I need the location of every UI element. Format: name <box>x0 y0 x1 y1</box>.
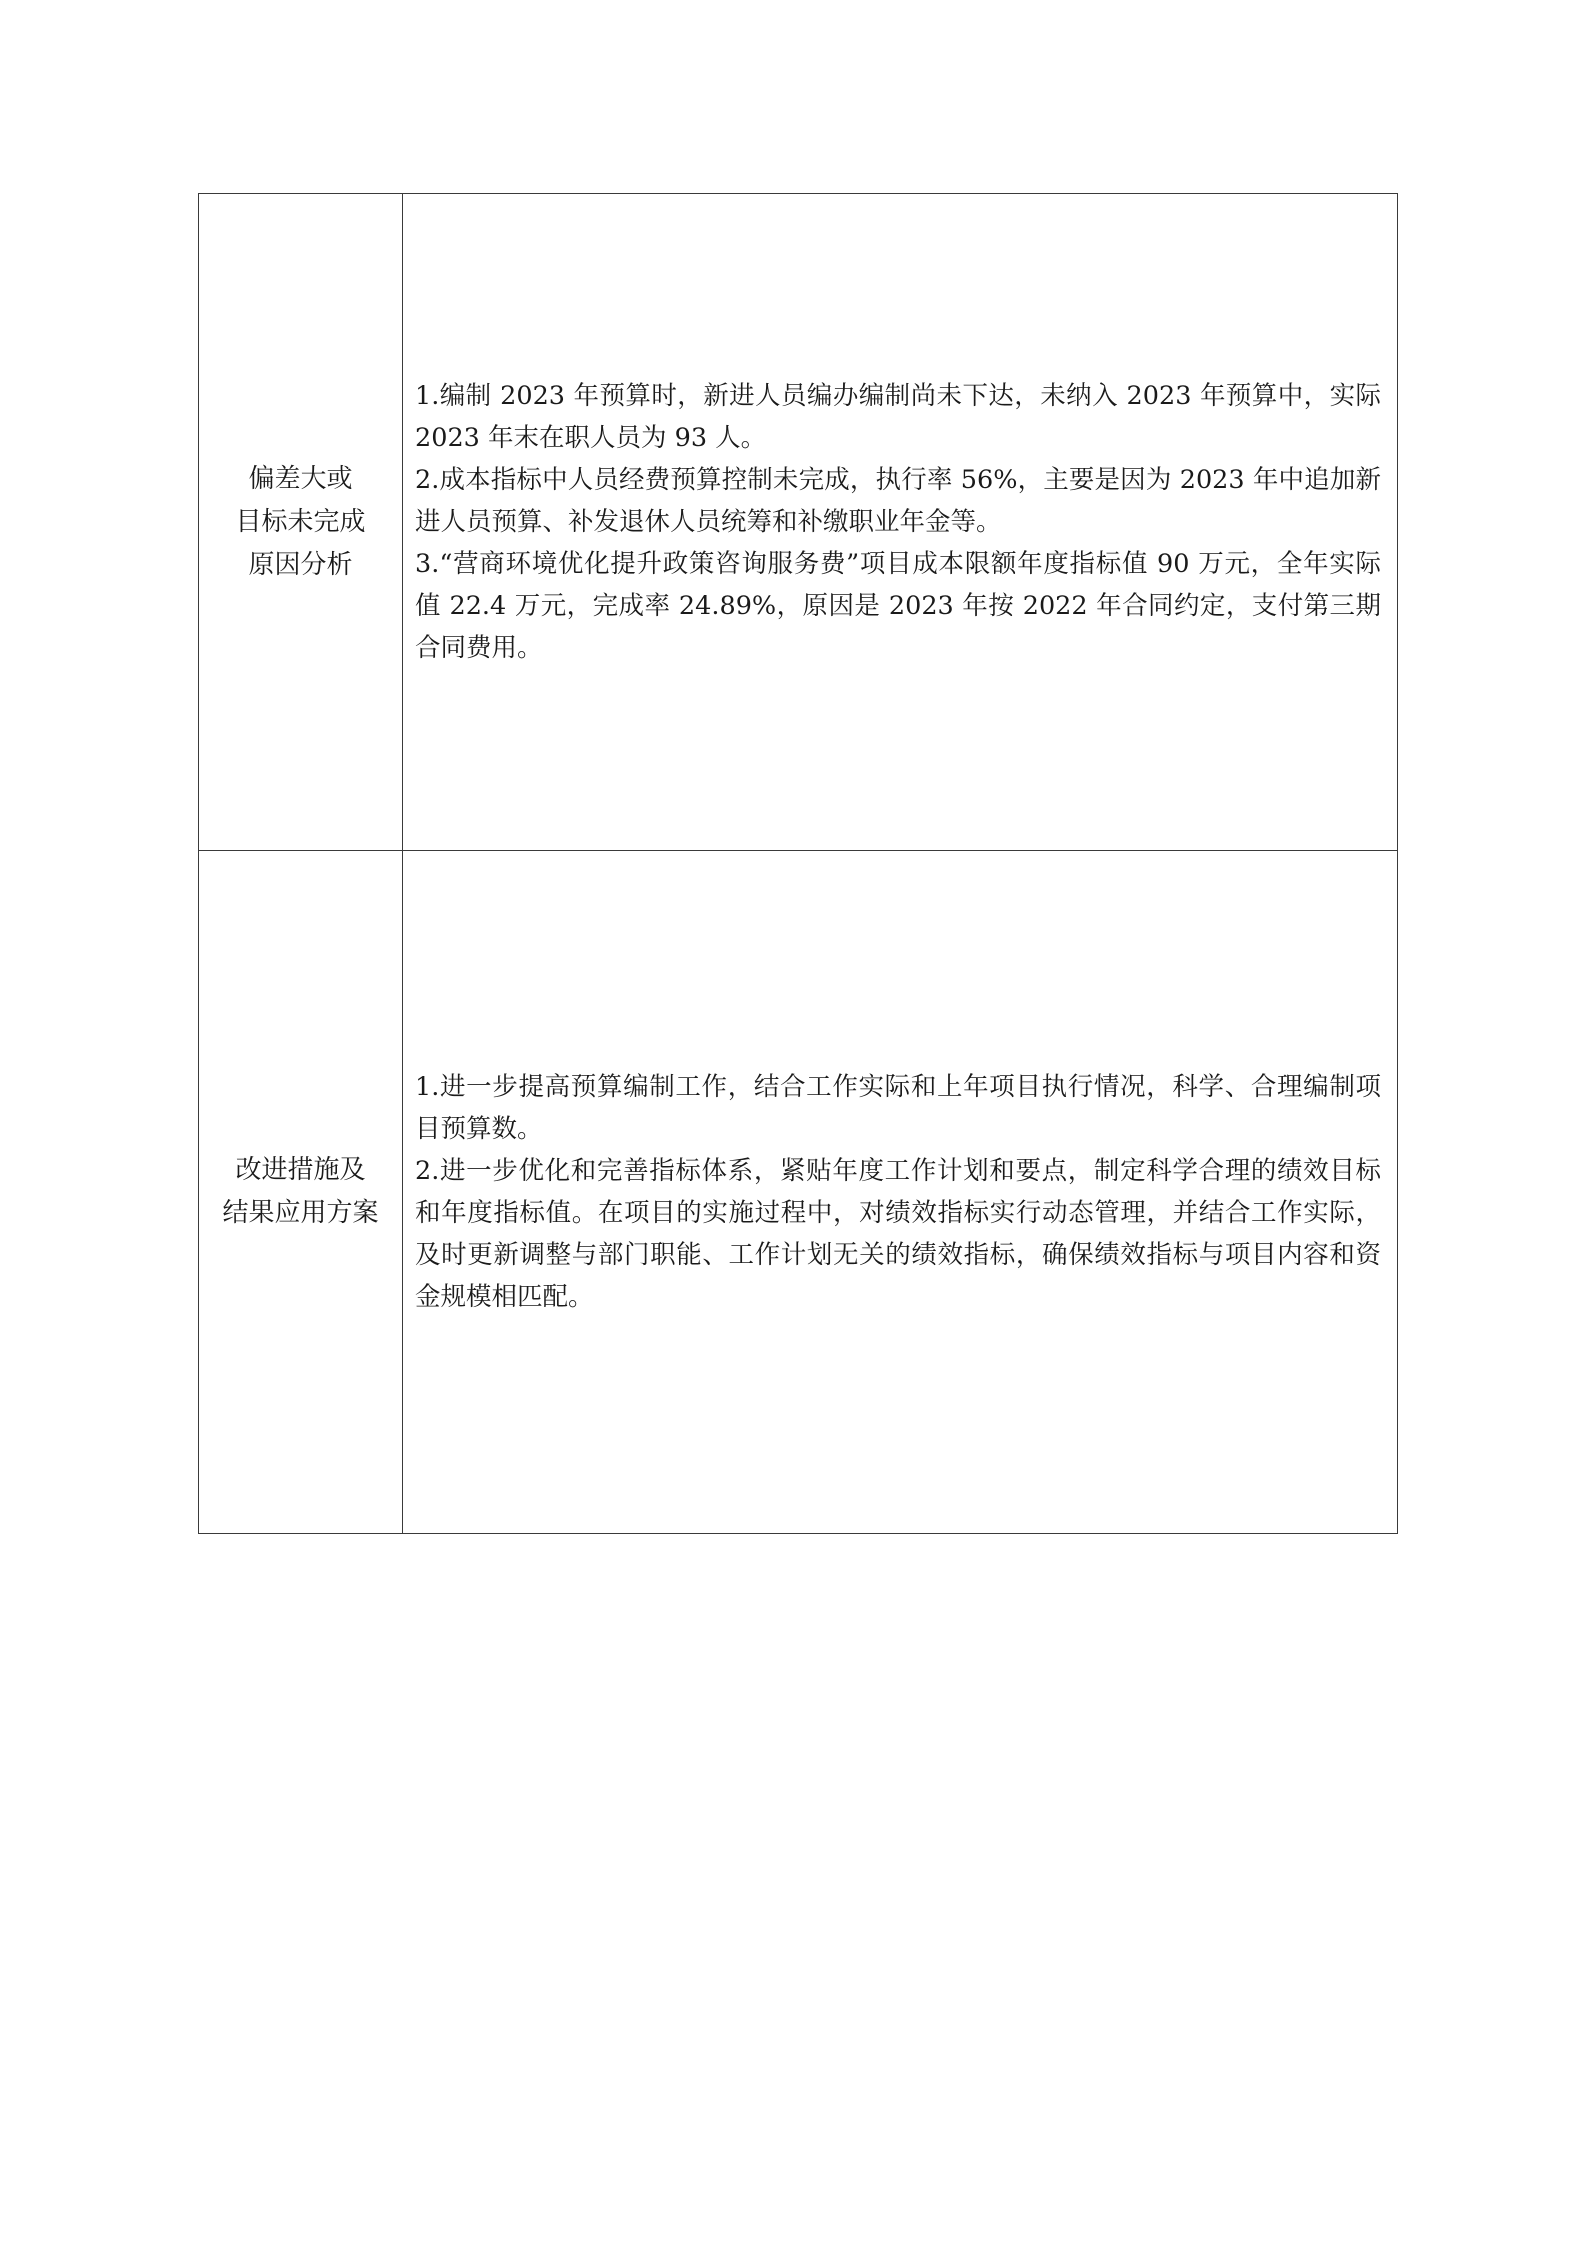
row-label-line: 改进措施及 <box>235 1155 366 1185</box>
row-label-line: 目标未完成 <box>235 506 366 537</box>
content-paragraph: 2.进一步优化和完善指标体系，紧贴年度工作计划和要点，制定科学合理的绩效目标和年度指标值。在项目的实施过程中，对绩效指标实行动态管理，并结合工作实际，及时更新调整与部门职能、工作计划无关的绩效指标，确保绩效指标与项目内容和资金规模相匹配。 <box>415 1156 1381 1312</box>
content-paragraph: 2.成本指标中人员经费预算控制未完成，执行率 56%，主要是因为 2023 年中追加新进人员预算、补发退休人员统筹和补缴职业年金等。 <box>415 465 1381 537</box>
row-label-improvement-measures <box>199 851 403 1534</box>
evaluation-table <box>198 193 1398 1534</box>
row-content-deviation-analysis <box>403 194 1398 851</box>
content-paragraph: 3.“营商环境优化提升政策咨询服务费”项目成本限额年度指标值 90 万元，全年实际值 22.4 万元，完成率 24.89%，原因是 2023 年按 2022 年合同约定，支付第三期合同费用。 <box>415 549 1381 663</box>
content-paragraph: 1.编制 2023 年预算时，新进人员编办编制尚未下达，未纳入 2023 年预算中，实际 2023 年末在职人员为 93 人。 <box>415 381 1381 453</box>
row-content-improvement-measures <box>403 851 1398 1534</box>
row-label-line: 原因分析 <box>248 549 353 580</box>
row-label-line: 偏差大或 <box>248 463 353 494</box>
table-row-deviation-analysis <box>199 194 1398 851</box>
table-row-improvement-measures <box>199 851 1398 1534</box>
row-label-deviation-analysis <box>199 194 403 851</box>
row-label-line: 结果应用方案 <box>222 1198 379 1228</box>
content-paragraph: 1.进一步提高预算编制工作，结合工作实际和上年项目执行情况，科学、合理编制项目预算数。 <box>415 1072 1381 1144</box>
